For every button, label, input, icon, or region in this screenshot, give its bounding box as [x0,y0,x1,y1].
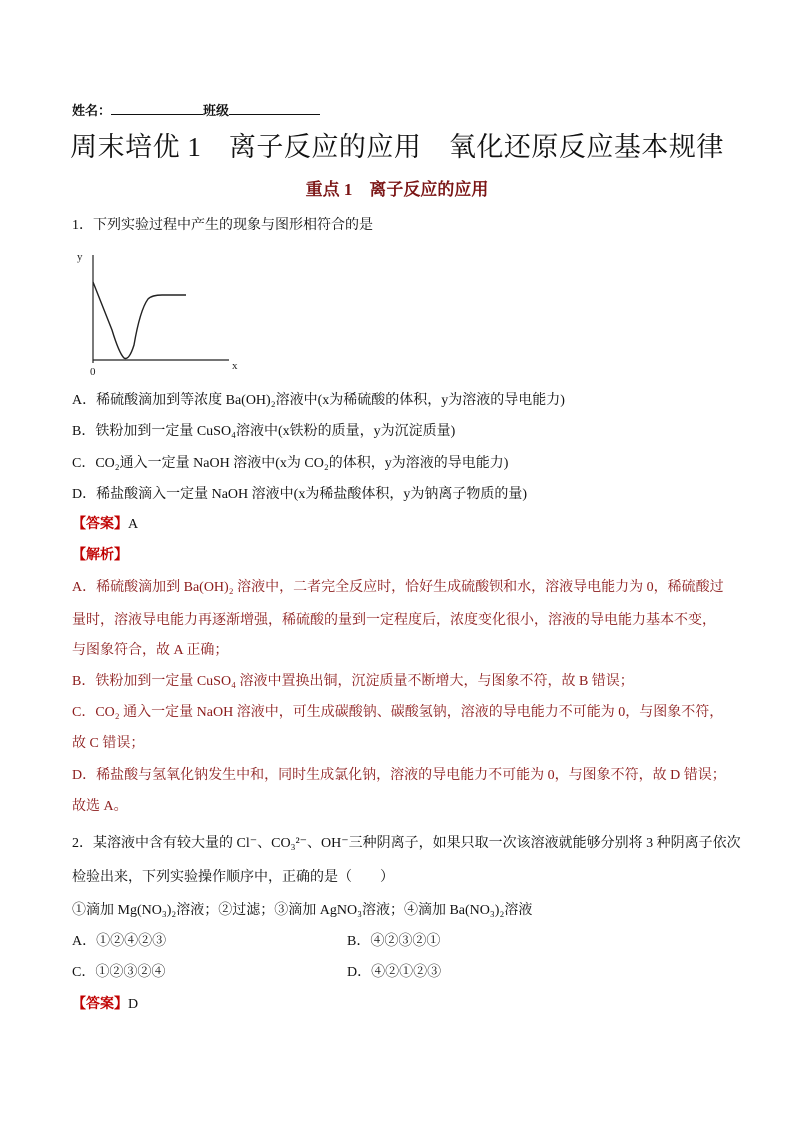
question-1-stem: 1．下列实验过程中产生的现象与图形相符合的是 [72,218,373,233]
analysis-line: 量时，溶液导电能力再逐渐增强，稀硫酸的量到一定程度后，浓度变化很小，溶液的导电能力基本不变， [72,613,716,628]
question-1-option-a: A．稀硫酸滴加到等浓度 Ba(OH)₂溶液中(x为稀硫酸的体积，y为溶液的导电能力) [72,393,565,408]
graph-y-label: y [77,251,83,263]
analysis-line: C．CO₂ 通入一定量 NaOH 溶液中，可生成碳酸钠、碳酸氢钠，溶液的导电能力不可能为 0，与图象不符， [72,705,724,720]
answer-label: 【答案】 [72,517,128,532]
question-1-option-b: B．铁粉加到一定量 CuSO₄溶液中(x铁粉的质量，y为沉淀质量) [72,424,456,439]
analysis-line: 与图象符合，故 A 正确； [72,643,229,658]
question-2-stem-line-1: 2．某溶液中含有较大量的 Cl⁻、CO₃²⁻、OH⁻三种阴离子，如果只取一次该溶液就能够分别将 3 种阴离子依次 [72,836,741,851]
question-2-option-a: A．①②④②③ [72,934,167,949]
question-1-graph [72,245,242,380]
answer-label: 【答案】 [72,997,128,1012]
page-title: 周末培优 1 离子反应的应用 氧化还原反应基本规律 [70,132,724,162]
graph-curve [93,282,186,358]
question-2-steps: ①滴加 Mg(NO₃)₂溶液；②过滤；③滴加 AgNO₃溶液；④滴加 Ba(NO₃)₂溶液 [72,903,533,918]
question-1-option-d: D．稀盐酸滴入一定量 NaOH 溶液中(x为稀盐酸体积，y为钠离子物质的量) [72,487,527,502]
question-2-option-b: B．④②③②① [347,934,441,949]
name-blank [111,100,203,115]
question-2-option-c: C．①②③②④ [72,965,166,980]
analysis-line: B．铁粉加到一定量 CuSO₄ 溶液中置换出铜，沉淀质量不断增大，与图象不符，故 B 错误； [72,674,634,689]
analysis-label: 【解析】 [72,548,128,563]
graph-x-label: x [232,360,238,372]
question-1-option-c: C．CO₂通入一定量 NaOH 溶液中(x为 CO₂的体积，y为溶液的导电能力) [72,456,509,471]
student-info-line [72,100,320,121]
analysis-line: 故 C 错误； [72,736,145,751]
class-label: 班级 [203,103,230,118]
name-label: 姓名： [72,103,112,118]
answer-value: A [128,517,139,532]
question-1-analysis-heading [72,547,128,565]
analysis-line: 故选 A。 [72,799,128,814]
question-2-stem-line-2: 检验出来，下列实验操作顺序中，正确的是（ ） [72,870,394,885]
section-heading: 重点 1 离子反应的应用 [305,180,489,199]
class-blank [229,100,320,115]
question-2-option-d: D．④②①②③ [347,965,442,980]
graph-origin-label: 0 [90,366,96,378]
answer-value: D [128,997,139,1012]
question-1-answer [72,516,138,534]
analysis-line: A．稀硫酸滴加到 Ba(OH)₂ 溶液中，二者完全反应时，恰好生成硫酸钡和水，溶液导电能力为 0，稀硫酸过 [72,580,724,595]
question-2-answer [72,996,138,1014]
analysis-line: D．稀盐酸与氢氧化钠发生中和，同时生成氯化钠，溶液的导电能力不可能为 0，与图象不符，故 D 错误； [72,768,726,783]
